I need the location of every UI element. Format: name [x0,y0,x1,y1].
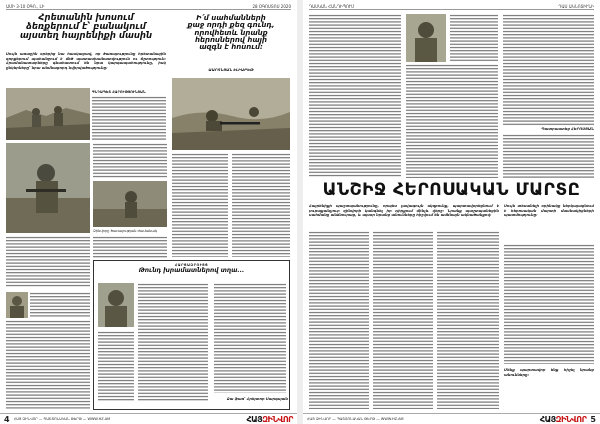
right-running-header [309,3,594,10]
soldier-photo-mid [93,181,167,227]
pull-quote: Ի՛մ սահմանների քաջ որդի քեզ գունդ, որովհետև նրանք հերոսներով հայի ազգն է հոսում։ [187,14,275,52]
left-lead: Սույն առաջին օրերից նա հասկացավ, որ ծառայությունը հրետանային զորքերում պահանջում է մեծ պատասխանատվություն ու ճշտություն։ Հրամանատարները գնահատում են նրա կարգապահությունը, իսկ ընկերները՝ նրա անմնացորդ նվիրվածությունը։ [6,52,166,71]
box-text-2 [214,283,286,393]
right-body-col-2 [373,231,433,409]
right-headline: ԱՆՇԻՋ ՀԵՐՈՍԱԿԱՆ ՄԱՐՏԸ [322,180,581,200]
box-portrait [98,283,134,327]
right-col-3-below [503,134,594,178]
right-body-col-1 [309,231,369,409]
right-col-2-beside [450,14,498,62]
right-page [303,0,600,424]
right-col-3-top [503,14,594,126]
left-col-b-top [93,143,167,179]
box-signature: Ձա ֆառ՝ Հրեյտոր Սարգսյան [226,397,288,401]
box-tag: ՀԱՐՑԱԶՐՈՒՅՑ [174,263,209,267]
left-col-a-text [6,236,90,288]
right-header-left: ԴԱՍԿԱՆ ՀԱՆԴԻՊՈՒՄ [309,3,355,9]
left-footer-text: ՀԱՅ ԶԻՆՎՈՐ — ՊԱՇՏՈՆԱԿԱՆ ԹԵՐԹ — WWW.HZ.AM [13,417,111,421]
right-footer-text: ՀԱՅ ԶԻՆՎՈՐ — ՊԱՇՏՈՆԱԿԱՆ ԹԵՐԹ — WWW.HZ.AM [307,417,404,421]
left-col-a-bottom-1 [30,292,90,318]
right-col-1-top [309,14,401,178]
left-col-b-text [93,236,167,258]
right-logo: ՀԱՅԶԻՆՎՈՐ [539,414,587,424]
box-title: Թունդ խրամատներով տղա... [138,267,245,274]
right-body-col-3 [437,231,499,409]
small-photo-caption: ԳՆԴԱՊԵՏ ՀԱՐՈՒԹՅՈՒՆՅԱՆ [92,90,146,94]
hero-portrait [406,14,446,62]
mid-photo-caption: Զինվորը ծառայության ժամանակ [93,229,158,233]
left-col-c-text-1 [172,153,228,257]
left-header-left: ԱՄԻ 3-10 ՕԳՈ., ԼԻ [6,3,45,9]
right-signature: Պատրաստեց ՀԵՐՈՍՅԱՆ [541,127,594,131]
quote-author: ԱԱՐՈՆՅԱՆ ԷԼԻԱԲԵԹ [208,68,254,72]
right-footer [303,413,600,424]
interview-box [93,260,290,410]
right-col-2-top [406,64,498,178]
right-side-note: Սույն տեսանելի օրինակը ներկայացնում է հերոսական մարտի մասնակիցների պատմությունը։ [504,204,594,218]
right-page-number: 5 [590,414,596,424]
box-text-1 [138,283,208,401]
trench-photo [6,88,90,140]
soldier-photo-large [6,143,90,233]
right-side-note-2: Մենք պարտավոր ենք հիշել նրանց անունները։ [504,368,594,377]
left-col-a-top [92,96,166,140]
left-headline: Հրետանին խոսում ձեռքերում է՝ բանակում այստեղ հայրենիքի մասին [19,13,153,41]
left-running-header [6,3,291,10]
left-col-a-bottom-2 [6,320,90,410]
right-side-col [504,244,594,364]
left-col-c-text-2 [232,153,290,257]
box-text-3 [98,331,134,401]
left-page [0,0,297,424]
soldier-portrait [6,292,28,318]
right-header-right: ԴԱՍ ԱԿՆՈՏԻՒՆԻ [558,3,594,9]
right-lead: Հայրենիքի պաշտպանությունը, որպես լավագույն սկզբունք, պարտավորեցնում է յուրաքանչյուր զինվորի կանգնել իր դիրքում մինչև վերջ։ Նրանք պաշտպանեցին սահմանը անձնուրաց, և այսօր նրանց անունները հիշվում են ամենայն ակնածանքով։ [309,204,499,218]
left-page-number: 4 [4,414,10,424]
soldiers-aiming-photo [172,78,290,150]
left-header-right: 28 ՕԳՈՍՏՈՍ 2020 [252,3,291,9]
left-footer [0,413,297,424]
left-logo: ՀԱՅԶԻՆՎՈՐ [246,414,293,424]
